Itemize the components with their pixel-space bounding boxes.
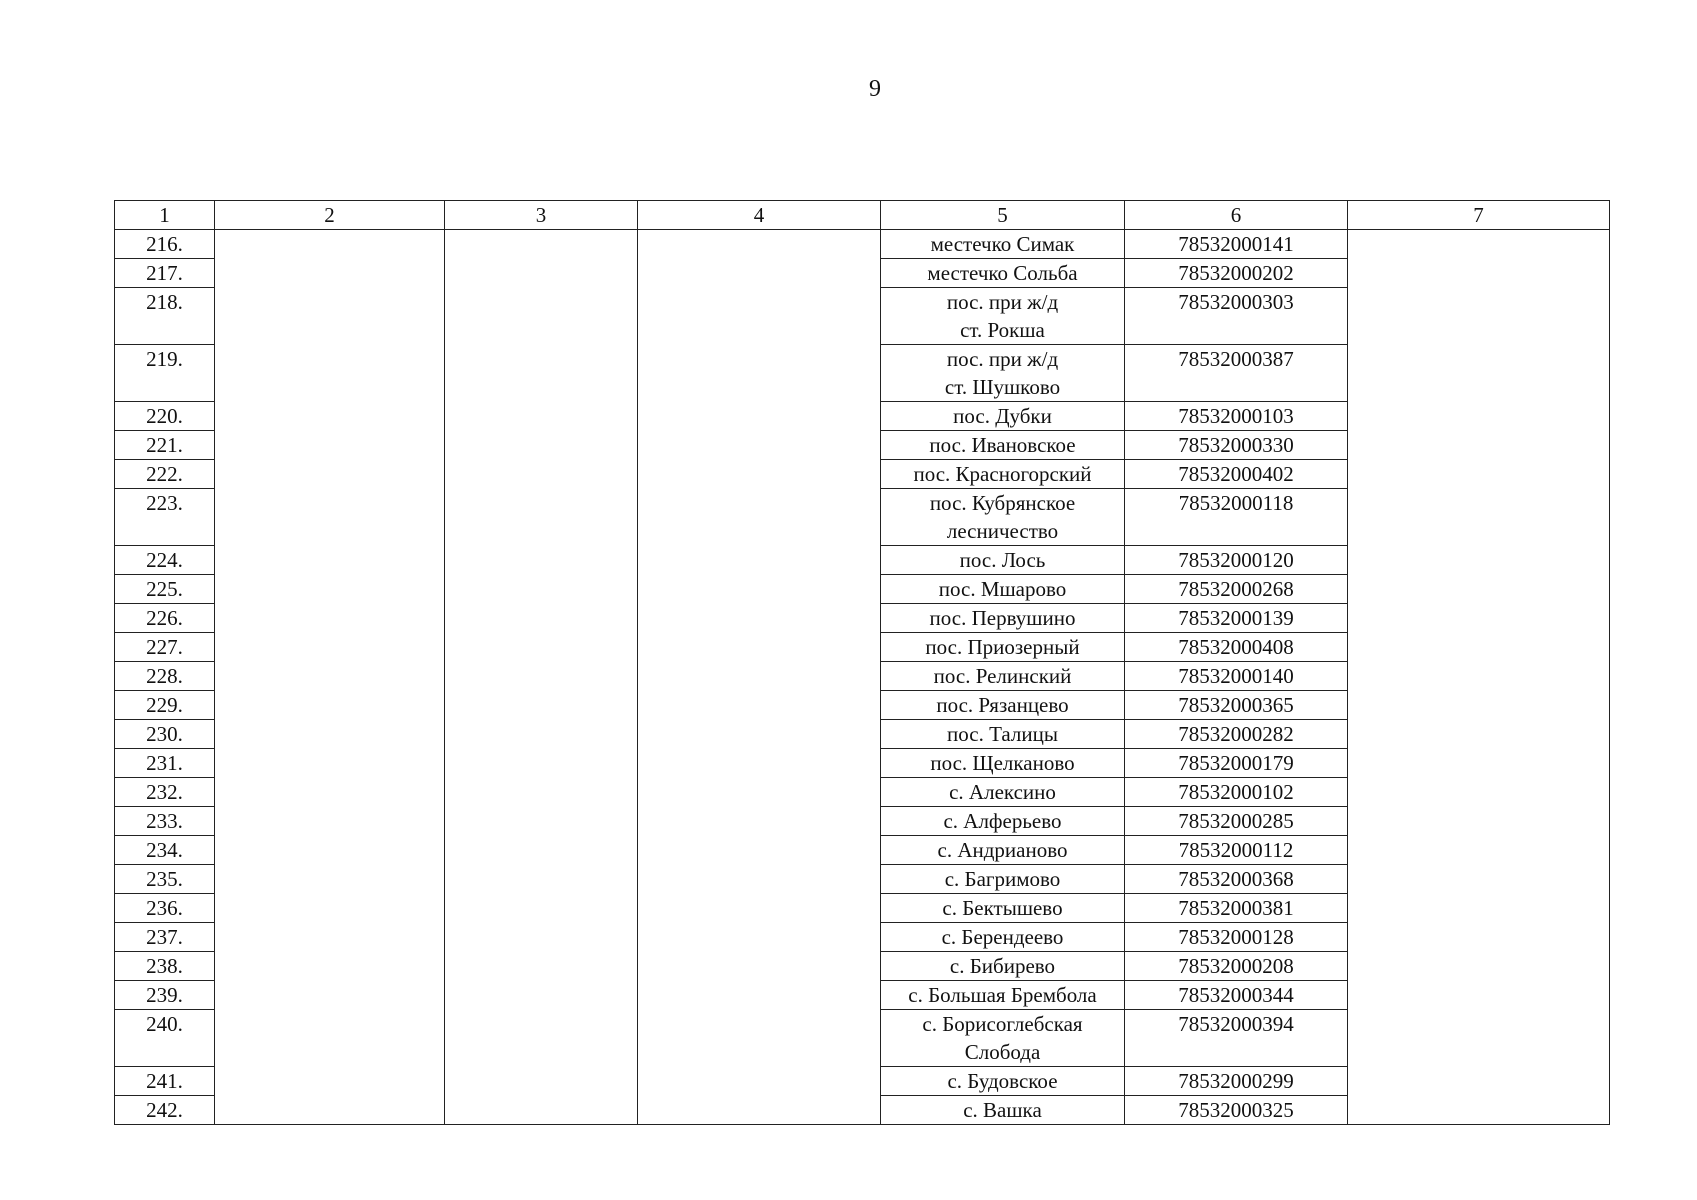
settlement-code: 78532000282	[1125, 720, 1348, 749]
settlement-code: 78532000128	[1125, 923, 1348, 952]
page-number: 9	[869, 76, 881, 102]
table-row	[115, 230, 1610, 259]
settlement-name: с. Вашка	[881, 1096, 1125, 1125]
row-number: 231.	[115, 749, 215, 778]
column-2-cell	[215, 230, 445, 1125]
row-number: 221.	[115, 431, 215, 460]
column-header-5: 5	[881, 201, 1125, 230]
settlement-code: 78532000103	[1125, 402, 1348, 431]
column-header-6: 6	[1125, 201, 1348, 230]
row-number: 242.	[115, 1096, 215, 1125]
column-header-2: 2	[215, 201, 445, 230]
row-number: 216.	[115, 230, 215, 259]
settlement-code: 78532000140	[1125, 662, 1348, 691]
settlement-name: пос. Талицы	[881, 720, 1125, 749]
settlement-code: 78532000118	[1125, 489, 1348, 546]
row-number: 227.	[115, 633, 215, 662]
row-number: 235.	[115, 865, 215, 894]
row-number: 238.	[115, 952, 215, 981]
settlement-code: 78532000381	[1125, 894, 1348, 923]
settlement-code: 78532000325	[1125, 1096, 1348, 1125]
settlement-name: пос. при ж/д ст. Шушково	[881, 345, 1125, 402]
settlement-name: пос. Мшарово	[881, 575, 1125, 604]
header-row	[115, 201, 1610, 230]
settlement-name: с. Бибирево	[881, 952, 1125, 981]
settlement-code: 78532000141	[1125, 230, 1348, 259]
column-7-cell	[1348, 230, 1610, 1125]
settlement-name: с. Борисоглебская Слобода	[881, 1010, 1125, 1067]
settlement-name: пос. Приозерный	[881, 633, 1125, 662]
settlement-name: пос. Первушино	[881, 604, 1125, 633]
settlement-code: 78532000139	[1125, 604, 1348, 633]
row-number: 220.	[115, 402, 215, 431]
row-number: 230.	[115, 720, 215, 749]
settlement-name: с. Багримово	[881, 865, 1125, 894]
settlement-code: 78532000365	[1125, 691, 1348, 720]
settlement-name: пос. Кубрянское лесничество	[881, 489, 1125, 546]
settlement-name: с. Большая Брембола	[881, 981, 1125, 1010]
settlement-name: пос. Релинский	[881, 662, 1125, 691]
row-number: 239.	[115, 981, 215, 1010]
settlements-table	[114, 200, 1610, 1125]
settlement-name: с. Андрианово	[881, 836, 1125, 865]
row-number: 226.	[115, 604, 215, 633]
settlement-name: пос. Дубки	[881, 402, 1125, 431]
row-number: 225.	[115, 575, 215, 604]
column-header-1: 1	[115, 201, 215, 230]
settlement-name: пос. Щелканово	[881, 749, 1125, 778]
column-header-4: 4	[638, 201, 881, 230]
settlement-code: 78532000394	[1125, 1010, 1348, 1067]
settlement-name: пос. Рязанцево	[881, 691, 1125, 720]
column-header-7: 7	[1348, 201, 1610, 230]
settlement-name: пос. при ж/д ст. Рокша	[881, 288, 1125, 345]
column-3-cell	[445, 230, 638, 1125]
row-number: 233.	[115, 807, 215, 836]
settlement-name: пос. Ивановское	[881, 431, 1125, 460]
row-number: 241.	[115, 1067, 215, 1096]
table-body	[115, 230, 1610, 1125]
settlement-code: 78532000368	[1125, 865, 1348, 894]
settlement-code: 78532000268	[1125, 575, 1348, 604]
row-number: 240.	[115, 1010, 215, 1067]
row-number: 217.	[115, 259, 215, 288]
settlement-name: с. Бектышево	[881, 894, 1125, 923]
settlement-code: 78532000208	[1125, 952, 1348, 981]
settlement-code: 78532000120	[1125, 546, 1348, 575]
settlement-name: с. Алферьево	[881, 807, 1125, 836]
row-number: 229.	[115, 691, 215, 720]
settlement-code: 78532000344	[1125, 981, 1348, 1010]
settlement-name: с. Алексино	[881, 778, 1125, 807]
settlement-code: 78532000285	[1125, 807, 1348, 836]
row-number: 228.	[115, 662, 215, 691]
row-number: 219.	[115, 345, 215, 402]
settlement-code: 78532000303	[1125, 288, 1348, 345]
row-number: 224.	[115, 546, 215, 575]
settlement-name: пос. Красногорский	[881, 460, 1125, 489]
settlement-code: 78532000299	[1125, 1067, 1348, 1096]
row-number: 218.	[115, 288, 215, 345]
settlement-code: 78532000202	[1125, 259, 1348, 288]
row-number: 234.	[115, 836, 215, 865]
settlement-code: 78532000402	[1125, 460, 1348, 489]
settlement-code: 78532000102	[1125, 778, 1348, 807]
row-number: 222.	[115, 460, 215, 489]
settlement-code: 78532000408	[1125, 633, 1348, 662]
settlement-name: пос. Лось	[881, 546, 1125, 575]
settlement-name: местечко Симак	[881, 230, 1125, 259]
settlement-name: с. Берендеево	[881, 923, 1125, 952]
settlement-name: местечко Сольба	[881, 259, 1125, 288]
settlement-code: 78532000112	[1125, 836, 1348, 865]
settlements-table-container	[114, 200, 1609, 1125]
settlement-code: 78532000387	[1125, 345, 1348, 402]
settlement-code: 78532000179	[1125, 749, 1348, 778]
settlement-code: 78532000330	[1125, 431, 1348, 460]
column-4-cell	[638, 230, 881, 1125]
row-number: 236.	[115, 894, 215, 923]
row-number: 232.	[115, 778, 215, 807]
row-number: 237.	[115, 923, 215, 952]
row-number: 223.	[115, 489, 215, 546]
settlement-name: с. Будовское	[881, 1067, 1125, 1096]
column-header-3: 3	[445, 201, 638, 230]
